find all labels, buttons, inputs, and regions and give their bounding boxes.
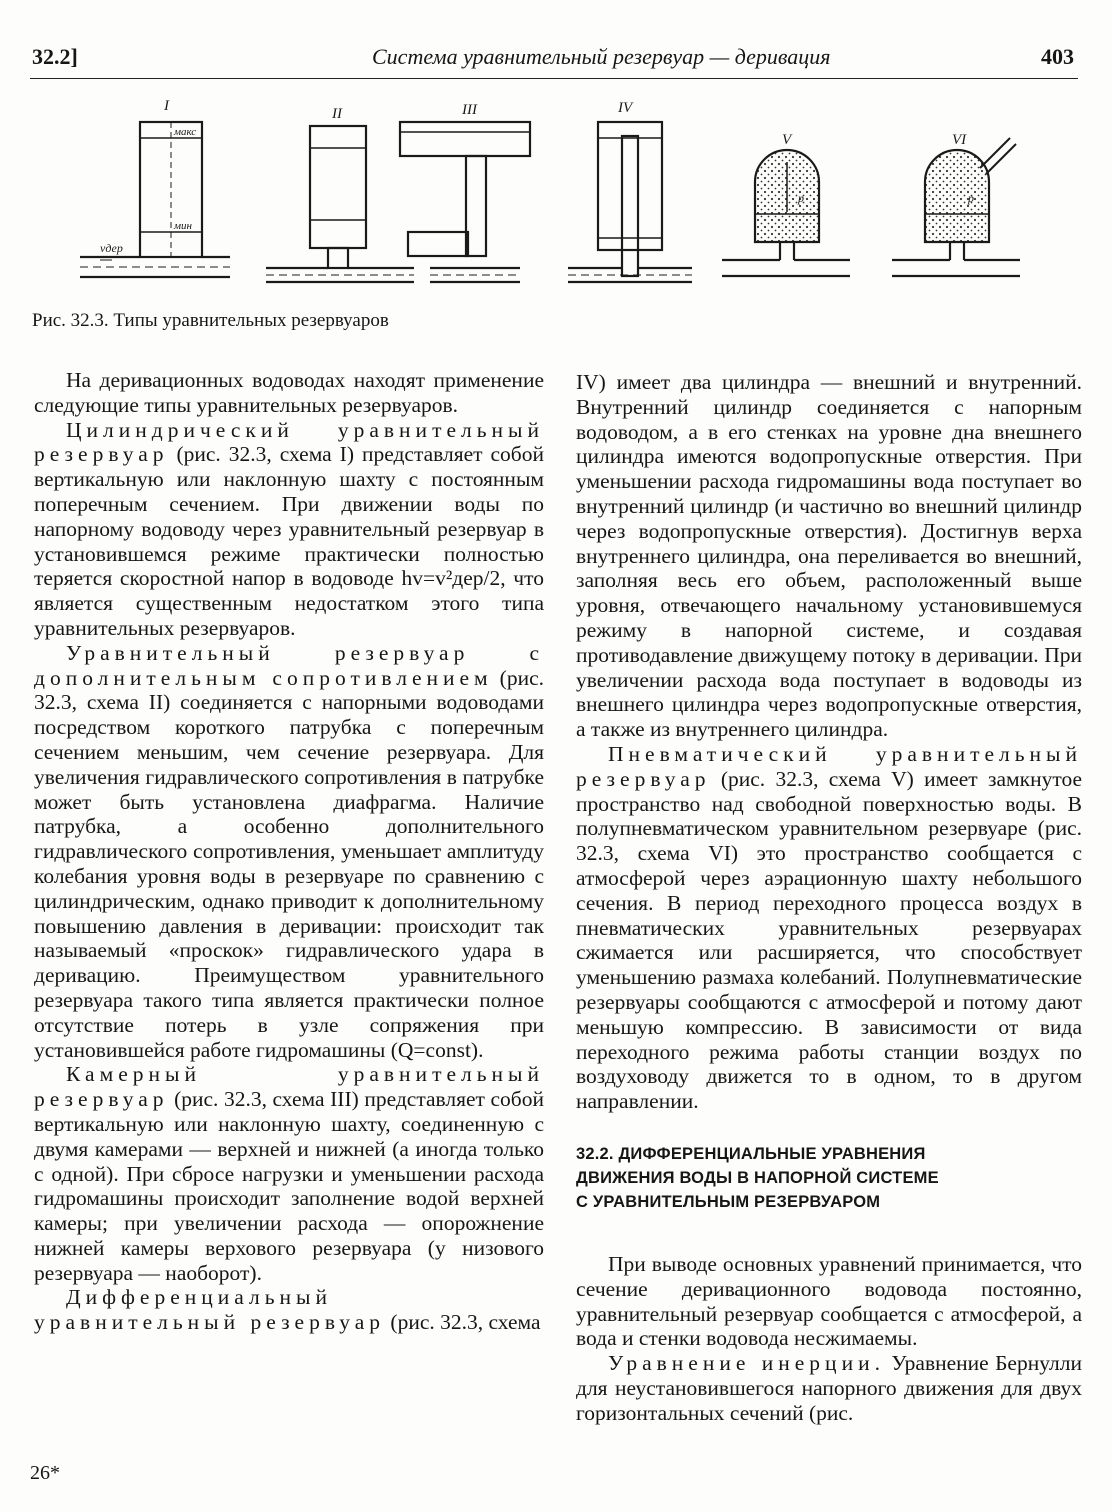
paragraph: Пневматический уравнительный резервуар (рис. 32.3, схема V) имеет замкнутое пространство над свободной поверхностью воды. В полупневматическом уравнительном резервуаре (рис. 32.3, схема VI) это пространство сообщается с атмосферой через аэрационную шахту небольшого сечения. В период переходного процесса воздух в пневматических уравнительных резервуарах сжимается или расширяется, что способствует уменьшению размаха колебаний. Полупневматические резервуары сообщаются с атмосферой и потому дают меньшую компрессию. В зависимости от вида переходного режима работы станции воздух по воздуховоду движется то в одном, то в другом направлении.	[576, 741, 1082, 1114]
scheme-label-III: III	[462, 102, 477, 118]
scheme-VI	[892, 138, 1020, 276]
signature-mark: 26*	[30, 1462, 60, 1484]
scheme-V	[722, 150, 850, 276]
term: Дифференциальный уравнительный резервуар	[34, 1285, 386, 1335]
term: Камерный уравнительный резервуар	[34, 1062, 544, 1112]
scheme-label-VI: VI	[952, 132, 967, 148]
paragraph: При выводе основных уравнений принимается, что сечение деривационного водовода постоянно, уравнительный резервуар сообщается с атмосферой, а вода и стенки водовода несжимаемы.	[576, 1251, 1082, 1351]
page-number: 403	[1041, 44, 1074, 69]
section-heading: 32.2. ДИФФЕРЕНЦИАЛЬНЫЕ УРАВНЕНИЯ ДВИЖЕНИЯ ВОДЫ В НАПОРНОЙ СИСТЕМЕ С УРАВНИТЕЛЬНЫМ РЕЗЕРВУАРОМ	[576, 1144, 939, 1211]
scheme-label-V: V	[782, 132, 792, 148]
scheme-label-II: II	[332, 106, 342, 122]
term: Пневматический уравнительный резервуар	[576, 741, 1082, 791]
paragraph: IV) имеет два цилиндра — внешний и внутренний. Внутренний цилиндр соединяется с напорным водоводом, а в его стенках на уровне дна внешнего цилиндра имеются водопропускные отверстия. При уменьшении расхода гидромашины вода поступает во внутренний цилиндр (и частично во внешний цилиндр через водопропускные отверстия). Достигнув верха внутреннего цилиндра, она переливается во внешний, заполняя весь его объем, расположенный выше уровня, отвечающего начальному установившемуся режиму в напорной системе, и создавая противодавление движущему потоку в деривации. При увеличении расхода вода поступает в водоводы из внешнего цилиндра через водопропускные отверстия, а также из внутреннего цилиндра.	[576, 370, 1082, 742]
figure-caption: Рис. 32.3. Типы уравнительных резервуаров	[32, 310, 389, 331]
paragraph: Уравнение инерции. Уравнение Бернулли для неустановившегося напорного движения для двух горизонтальных сечений (рис.	[576, 1351, 1082, 1425]
pressure-label-V: p	[798, 191, 804, 205]
running-title: Система уравнительный резервуар — деривация	[372, 44, 831, 69]
left-column	[34, 368, 544, 1335]
term: Уравнительный резервуар с дополнительным сопротивлением	[34, 640, 544, 690]
velocity-label: vдер	[100, 241, 123, 255]
term: Уравнение инерции.	[608, 1351, 885, 1376]
term: Цилиндрический уравнительный резервуар	[34, 417, 544, 467]
level-min-label: мин	[174, 220, 192, 232]
paragraph: Камерный уравнительный резервуар (рис. 32.3, схема III) представляет собой вертикальную или наклонную шахту, соединенную с двумя камерами — верхней и нижней (а иногда только с одной). При сбросе нагрузки и уменьшении расхода гидромашины происходит заполнение водой верхней камеры; при увеличении расхода — опорожнение нижней камеры верхового резервуара (у низового резервуара — наоборот).	[34, 1062, 544, 1285]
paragraph: Уравнительный резервуар с дополнительным сопротивлением (рис. 32.3, схема II) соединяется с напорными водоводами посредством короткого патрубка с поперечным сечением меньшим, чем сечение резервуара. Для увеличения гидравлического сопротивления в патрубке может быть установлена диафрагма. Наличие патрубка, а особенно дополнительного гидравлического сопротивления, уменьшает амплитуду колебания уровня воды в резервуаре по сравнению с цилиндрическим, однако приводит к дополнительному повышению давления в деривации: происходит так называемый «проскок» гидравлического удара в деривацию. Преимуществом уравнительного резервуара такого типа является практически полное отсутствие потерь в узле сопряжения при установившейся работе гидромашины (Q=const).	[34, 640, 544, 1062]
paragraph: На деривационных водоводах находят применение следующие типы уравнительных резервуаров.	[34, 368, 544, 417]
right-column	[576, 370, 1082, 1425]
pressure-label-VI: p	[968, 191, 974, 205]
scheme-label-I: I	[164, 98, 169, 114]
scheme-III	[400, 122, 530, 282]
paragraph: Цилиндрический уравнительный резервуар (рис. 32.3, схема I) представляет собой вертикальную или наклонную шахту с постоянным поперечным сечением. При движении воды по напорному водоводу через уравнительный резервуар в установившемся режиме практически полностью теряется скоростной напор в водоводе hv=v²дер/2, что является существенным недостатком этого типа уравнительных резервуаров.	[34, 417, 544, 640]
scheme-IV	[568, 122, 692, 282]
level-max-label: макс	[174, 126, 197, 138]
header-section-number: 32.2]	[32, 44, 78, 69]
surge-tank-types-figure	[70, 92, 1040, 304]
paragraph: Дифференциальный уравнительный резервуар (рис. 32.3, схема	[34, 1285, 541, 1335]
scheme-II	[266, 126, 414, 282]
scheme-label-IV: IV	[618, 100, 633, 116]
running-header	[30, 38, 1078, 79]
